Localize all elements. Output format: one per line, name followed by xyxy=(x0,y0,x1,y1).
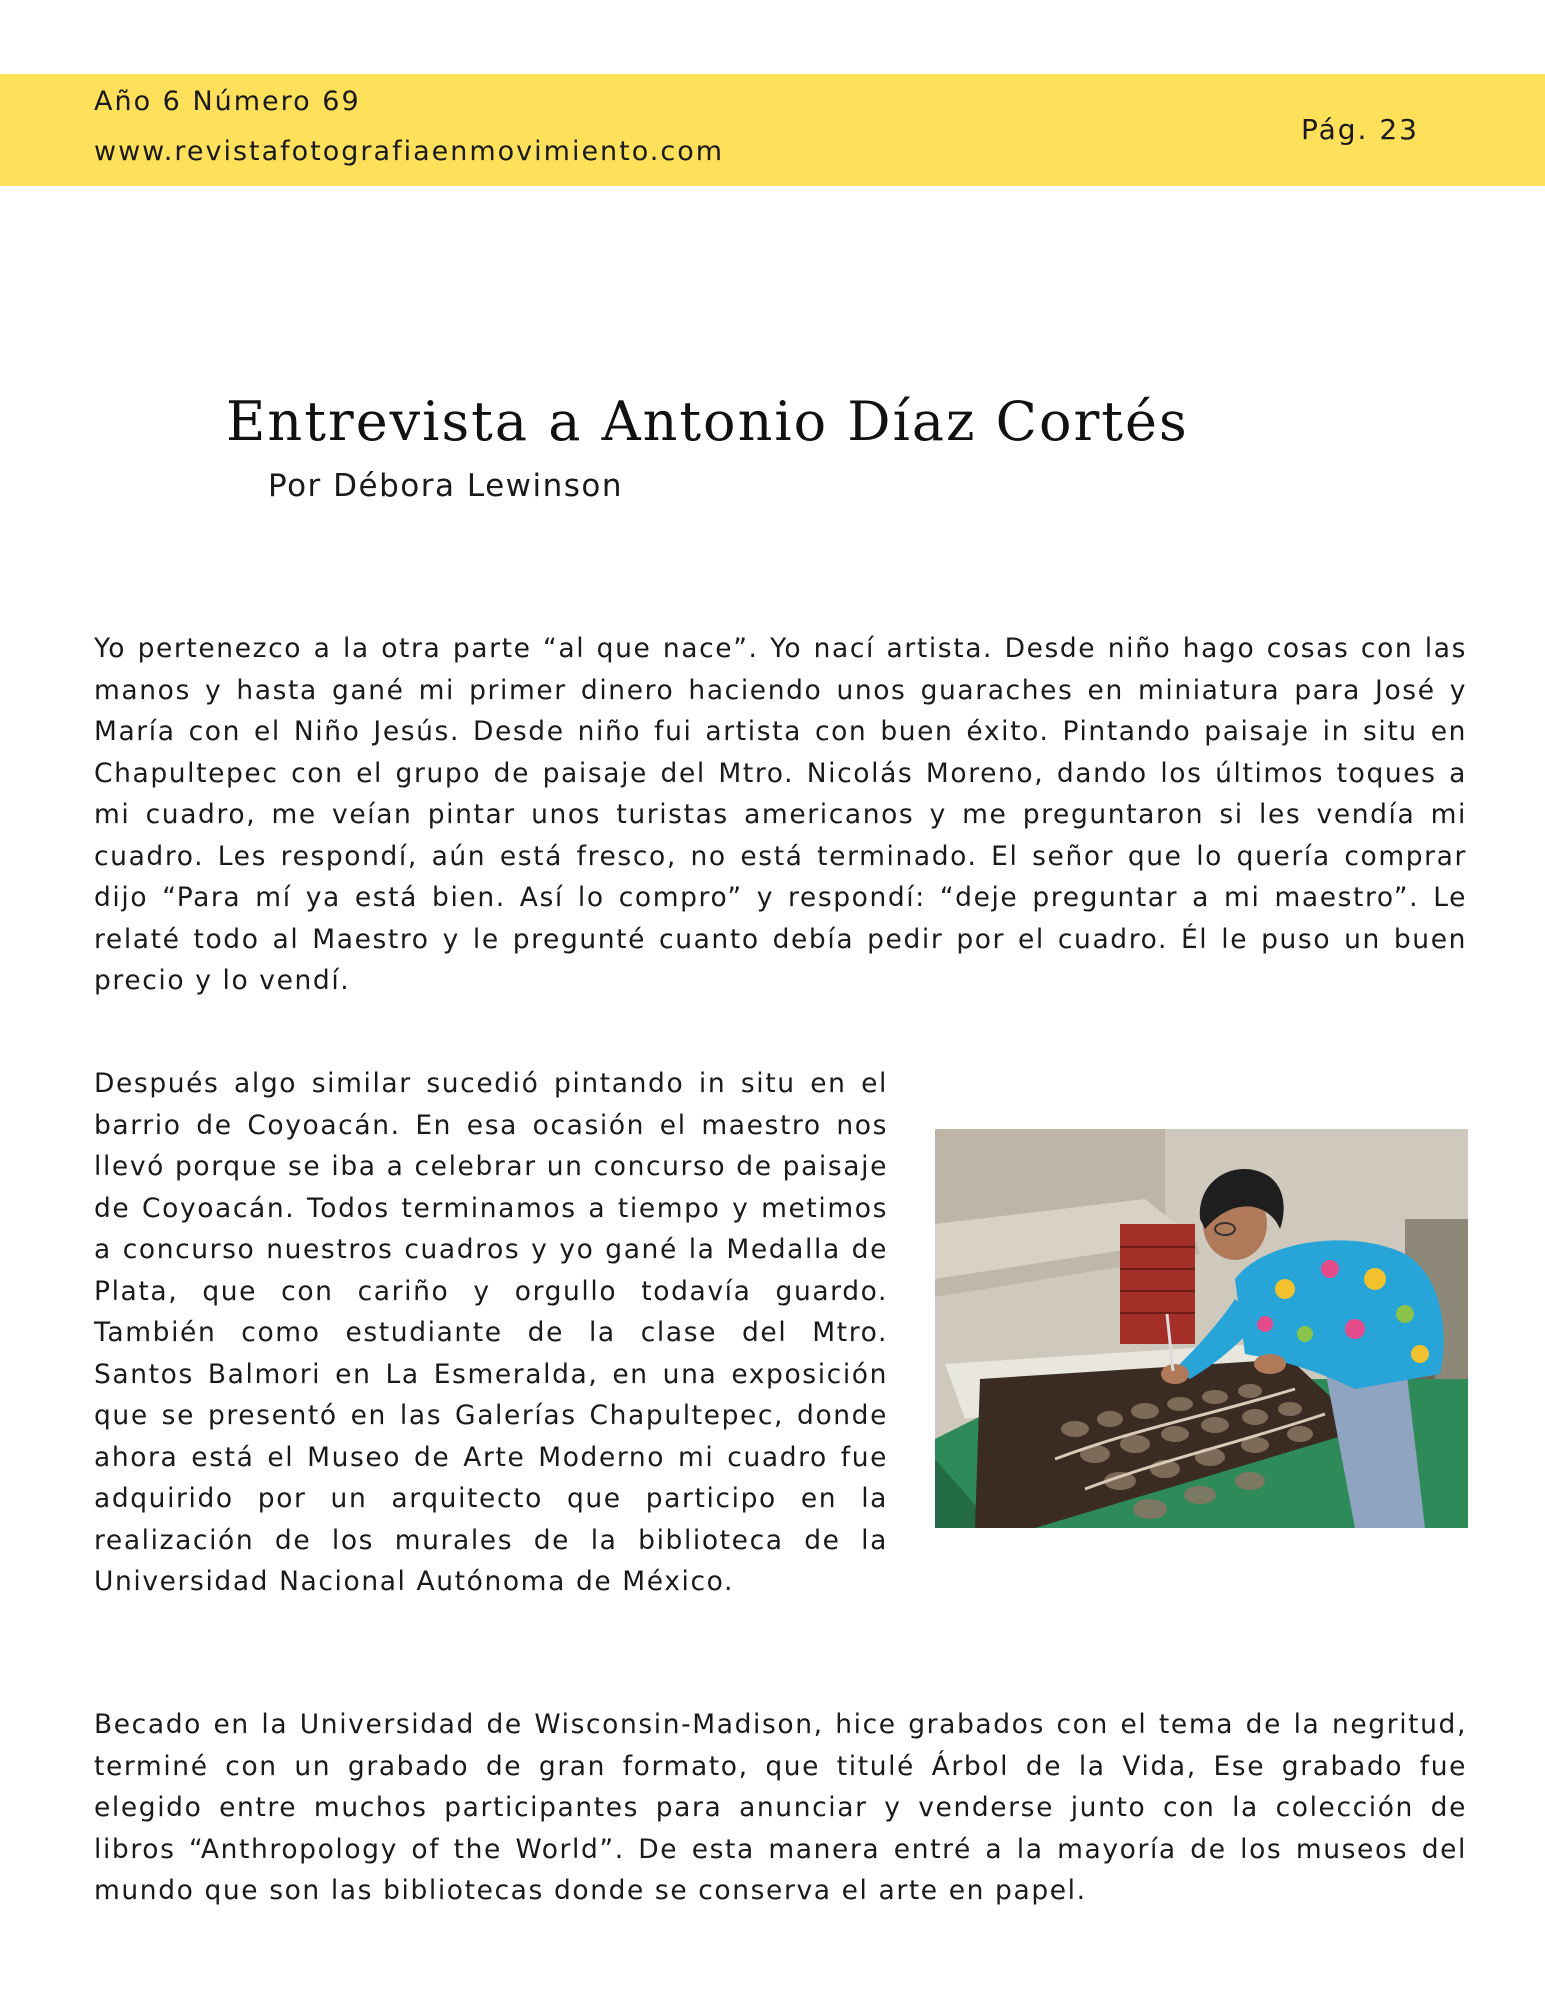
article-paragraph-3: Becado en la Universidad de Wisconsin-Madison, hice grabados con el tema de la negritud, terminé con un grabado de gran formato, que titulé Árbol de la Vida, Ese grabado fue elegido entre muchos participantes para anunciar y venderse junto con la colección de libros “Anthropology of the World”. De esta manera entré a la mayoría de los museos del mundo que son las bibliotecas donde se conserva el arte en papel. xyxy=(94,1709,1467,1906)
article-paragraph-1: Yo pertenezco a la otra parte “al que nace”. Yo nací artista. Desde niño hago cosas con las manos y hasta gané mi primer dinero haciendo unos guaraches en miniatura para José y María con el Niño Jesús. Desde niño fui artista con buen éxito. Pintando paisaje in situ en Chapultepec con el grupo de paisaje del Mtro. Nicolás Moreno, dando los últimos toques a mi cuadro, me veían pintar unos turistas americanos y me preguntaron si les vendía mi cuadro. Les respondí, aún está fresco, no está terminado. El señor que lo quería comprar dijo “Para mí ya está bien. Así lo compro” y respondí: “deje preguntar a mi maestro”. Le relaté todo al Maestro y le pregunté cuanto debía pedir por el cuadro. Él le puso un buen precio y lo vendí. xyxy=(94,633,1467,996)
article-title: Entrevista a Antonio Díaz Cortés xyxy=(226,390,1189,453)
issue-number: Año 6 Número 69 xyxy=(94,86,361,117)
article-byline: Por Débora Lewinson xyxy=(268,468,624,504)
website-url[interactable]: www.revistafotografiaenmovimiento.com xyxy=(94,136,725,167)
article-paragraph-2: Después algo similar sucedió pintando in situ en el barrio de Coyoacán. En esa ocasión el maestro nos llevó porque se iba a celebrar un concurso de paisaje de Coyoacán. Todos terminamos a tiempo y metimos a concurso nuestros cuadros y yo gané la Medalla de Plata, que con cariño y orgullo todavía guardo. También como estudiante de la clase del Mtro. Santos Balmori en La Esmeralda, en una exposición que se presentó en las Galerías Chapultepec, donde ahora está el Museo de Arte Moderno mi cuadro fue adquirido por un arquitecto que participo en la realización de los murales de la biblioteca de la Universidad Nacional Autónoma de México. xyxy=(94,1068,888,1597)
artist-working-photo xyxy=(935,1129,1468,1528)
page-number: Pág. 23 xyxy=(1301,113,1419,146)
